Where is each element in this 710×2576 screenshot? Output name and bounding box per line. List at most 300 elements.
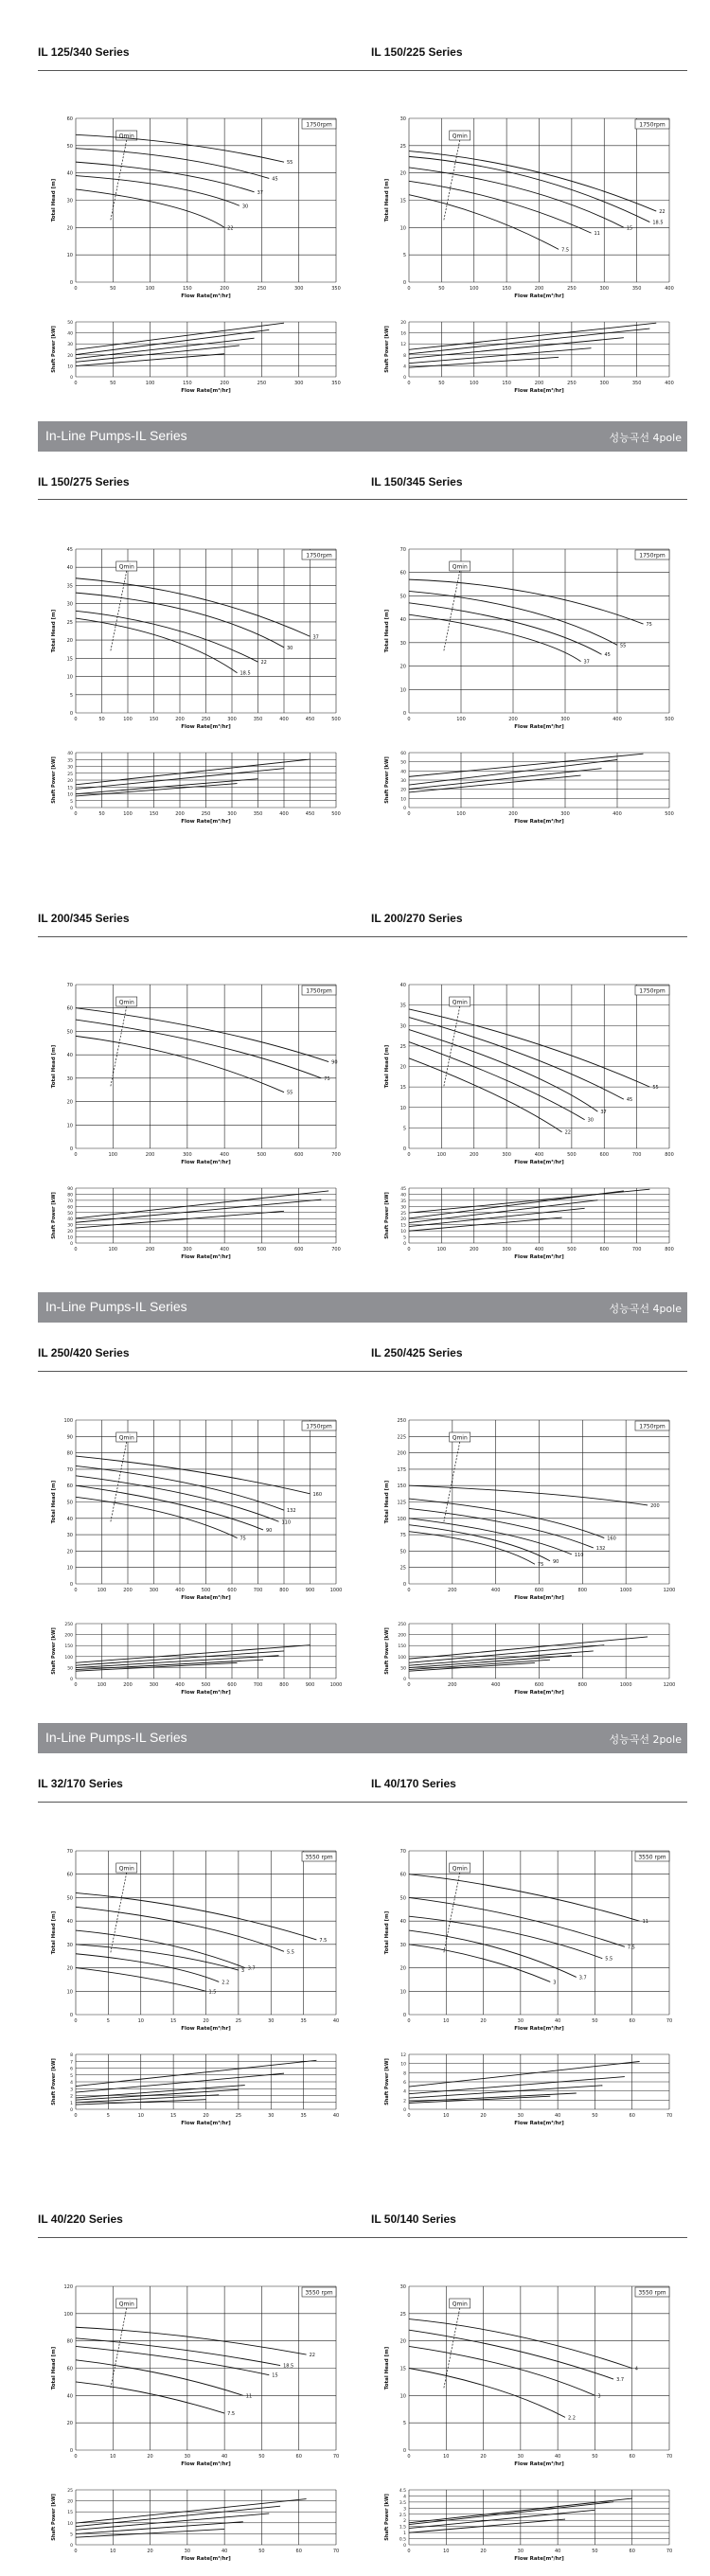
- section-title: IL 150/345 Series: [371, 475, 463, 489]
- y-tick-label: 10: [66, 1565, 73, 1572]
- curve-label: 160: [312, 1491, 323, 1498]
- power-tick-label: 200: [398, 1633, 406, 1639]
- speed-label: 1750rpm: [306, 121, 332, 129]
- power-tick-label: 4: [403, 2495, 406, 2500]
- x-tick-label: 0: [74, 1152, 78, 1158]
- y-tick-label: 30: [399, 2284, 406, 2290]
- head-curve: [76, 618, 238, 673]
- power-tick-label: 1.5: [399, 2525, 406, 2531]
- y-tick-label: 20: [66, 638, 73, 645]
- y-axis-label: Total Head [m]: [384, 1480, 390, 1524]
- y-tick-label: 30: [66, 1942, 73, 1948]
- y-tick-label: 10: [399, 1105, 406, 1111]
- y-tick-label: 45: [66, 547, 73, 553]
- x-tick-label: 100: [456, 717, 466, 722]
- power-tick-label: 25: [67, 2489, 73, 2494]
- x-tick-label: 200: [534, 286, 544, 292]
- x-tick-label: 0: [407, 2018, 411, 2024]
- y-tick-label: 30: [66, 198, 73, 204]
- head-curve: [409, 1519, 572, 1554]
- x-tick-label: 350: [631, 381, 642, 386]
- x-tick-label: 100: [469, 381, 479, 386]
- x-tick-label: 300: [227, 717, 237, 722]
- power-tick-label: 1: [70, 2101, 73, 2106]
- x-tick-label: 150: [183, 286, 192, 292]
- speed-label: 3550 rpm: [305, 2289, 333, 2297]
- x-tick-label: 150: [502, 286, 511, 292]
- power-tick-label: 3: [70, 2087, 73, 2093]
- x-axis-label: Flow Rate[m³/hr]: [181, 1254, 231, 1260]
- x-tick-label: 450: [305, 717, 315, 722]
- y-tick-label: 175: [397, 1466, 406, 1473]
- x-tick-label: 600: [227, 1682, 237, 1688]
- power-axis-label: Shaft Power [kW]: [384, 1192, 390, 1239]
- y-tick-label: 70: [66, 1849, 73, 1855]
- x-tick-label: 40: [221, 2454, 228, 2460]
- power-axis-label: Shaft Power [kW]: [51, 2058, 57, 2105]
- qmin-line: [444, 140, 460, 221]
- power-tick-label: 40: [400, 1193, 406, 1199]
- x-tick-label: 250: [201, 717, 211, 722]
- x-tick-label: 400: [665, 381, 674, 386]
- curve-label: 37: [312, 634, 319, 641]
- qmin-label: Qmin: [452, 2301, 468, 2308]
- x-tick-label: 70: [666, 2454, 673, 2460]
- y-tick-label: 30: [399, 116, 406, 122]
- power-tick-label: 0: [70, 2108, 73, 2113]
- y-tick-label: 50: [66, 1029, 73, 1036]
- y-tick-label: 25: [399, 2311, 406, 2318]
- performance-chart: [51, 114, 350, 402]
- y-tick-label: 60: [399, 570, 406, 577]
- x-tick-label: 300: [293, 381, 304, 386]
- x-tick-label: 150: [149, 811, 159, 817]
- section-title: IL 50/140 Series: [371, 2212, 456, 2226]
- x-tick-label: 40: [554, 2454, 561, 2460]
- x-tick-label: 0: [74, 717, 78, 722]
- x-tick-label: 350: [253, 811, 263, 817]
- x-tick-label: 10: [443, 2018, 450, 2024]
- x-tick-label: 200: [220, 381, 229, 386]
- speed-label: 1750rpm: [306, 1423, 332, 1430]
- y-tick-label: 30: [66, 1533, 73, 1539]
- power-curve: [76, 759, 311, 785]
- curve-label: 55: [620, 643, 627, 649]
- x-tick-label: 20: [147, 2549, 153, 2554]
- section-title: IL 250/425 Series: [371, 1346, 463, 1359]
- section-title: IL 125/340 Series: [38, 45, 130, 59]
- qmin-line: [444, 1442, 460, 1522]
- power-tick-label: 0: [70, 376, 73, 381]
- power-tick-label: 0: [70, 1678, 73, 1682]
- x-tick-label: 300: [599, 286, 610, 292]
- x-tick-label: 35: [300, 2113, 307, 2119]
- section-divider: [38, 70, 687, 71]
- x-tick-label: 0: [407, 2549, 411, 2554]
- x-tick-label: 400: [220, 1247, 229, 1252]
- x-tick-label: 200: [508, 717, 518, 722]
- power-curve: [409, 1189, 649, 1213]
- x-tick-label: 400: [665, 286, 674, 292]
- x-tick-label: 500: [201, 1682, 211, 1688]
- power-tick-label: 15: [400, 1223, 406, 1229]
- y-tick-label: 35: [399, 1003, 406, 1009]
- x-tick-label: 450: [305, 811, 315, 817]
- x-tick-label: 200: [469, 1247, 479, 1252]
- head-curve: [409, 2346, 595, 2395]
- power-tick-label: 0: [70, 2544, 73, 2549]
- x-tick-label: 400: [490, 1588, 501, 1593]
- power-tick-label: 16: [400, 331, 406, 337]
- x-tick-label: 600: [227, 1588, 237, 1593]
- head-curve: [409, 1009, 649, 1087]
- curve-label: 75: [324, 1075, 330, 1082]
- power-curve: [409, 2093, 577, 2102]
- y-tick-label: 40: [399, 617, 406, 624]
- y-tick-label: 70: [399, 547, 406, 553]
- section-title: IL 40/170 Series: [371, 1777, 456, 1790]
- y-tick-label: 50: [66, 143, 73, 150]
- x-tick-label: 800: [279, 1588, 289, 1593]
- curve-label: 90: [266, 1527, 273, 1534]
- power-tick-label: 0: [403, 1242, 406, 1247]
- y-tick-label: 40: [66, 1919, 73, 1926]
- x-tick-label: 0: [407, 717, 411, 722]
- x-tick-label: 500: [665, 717, 674, 722]
- power-tick-label: 20: [400, 788, 406, 793]
- x-tick-label: 40: [221, 2549, 228, 2554]
- curve-label: 55: [652, 1085, 659, 1092]
- power-axis-label: Shaft Power [kW]: [51, 1627, 57, 1675]
- x-axis-label: Flow Rate[m³/hr]: [514, 2556, 564, 2562]
- power-curve: [409, 1191, 624, 1218]
- y-tick-label: 30: [399, 1023, 406, 1030]
- curve-label: 3.7: [616, 2377, 625, 2384]
- power-curve: [409, 2096, 550, 2103]
- x-tick-label: 200: [145, 1152, 155, 1158]
- x-tick-label: 40: [554, 2113, 561, 2119]
- x-tick-label: 100: [456, 811, 466, 817]
- power-tick-label: 40: [67, 331, 73, 337]
- curve-label: 75: [240, 1536, 246, 1542]
- y-tick-label: 30: [399, 1942, 406, 1948]
- y-tick-label: 0: [69, 2013, 73, 2018]
- x-axis-label: Flow Rate[m³/hr]: [514, 2026, 564, 2032]
- x-tick-label: 500: [331, 717, 341, 722]
- x-tick-label: 0: [74, 2018, 78, 2024]
- curve-label: 7.5: [227, 2411, 236, 2418]
- x-tick-label: 100: [436, 1247, 447, 1252]
- head-curve: [76, 162, 255, 192]
- head-curve: [409, 151, 656, 211]
- power-tick-label: 4.5: [399, 2489, 406, 2494]
- y-tick-label: 0: [69, 1582, 73, 1588]
- head-curve: [76, 578, 311, 637]
- y-tick-label: 15: [399, 198, 406, 204]
- y-tick-label: 60: [66, 1872, 73, 1878]
- head-curve: [76, 1907, 284, 1951]
- head-curve: [409, 579, 644, 624]
- x-tick-label: 50: [592, 2113, 598, 2119]
- power-axis-label: Shaft Power [kW]: [384, 326, 390, 373]
- x-tick-label: 20: [480, 2549, 487, 2554]
- head-curve: [409, 2330, 613, 2379]
- x-tick-label: 70: [666, 2018, 673, 2024]
- x-tick-label: 50: [592, 2018, 598, 2024]
- curve-label: 75: [646, 622, 652, 629]
- qmin-label: Qmin: [118, 2301, 134, 2308]
- x-tick-label: 300: [183, 1152, 192, 1158]
- power-axis-label: Shaft Power [kW]: [51, 326, 57, 373]
- x-tick-label: 200: [123, 1682, 133, 1688]
- x-tick-label: 200: [175, 811, 185, 817]
- series-banner: [38, 421, 687, 452]
- y-tick-label: 90: [66, 1434, 73, 1441]
- x-tick-label: 0: [407, 2113, 411, 2119]
- x-axis-label: Flow Rate[m³/hr]: [514, 388, 564, 394]
- y-tick-label: 120: [63, 2284, 73, 2290]
- x-tick-label: 700: [631, 1152, 642, 1158]
- y-axis-label: Total Head [m]: [384, 609, 390, 653]
- y-tick-label: 20: [399, 2338, 406, 2345]
- y-tick-label: 200: [397, 1450, 406, 1457]
- curve-label: 1.5: [208, 1989, 217, 1996]
- x-tick-label: 0: [74, 2454, 78, 2460]
- qmin-label: Qmin: [118, 1434, 134, 1442]
- x-tick-label: 100: [145, 381, 155, 386]
- curve-label: 22: [564, 1129, 571, 1136]
- x-tick-label: 0: [407, 811, 411, 817]
- head-curve: [409, 168, 624, 227]
- x-axis-label: Flow Rate[m³/hr]: [181, 388, 231, 394]
- power-tick-label: 10: [67, 2521, 73, 2527]
- x-tick-label: 800: [577, 1682, 588, 1688]
- power-tick-label: 12: [400, 343, 406, 348]
- speed-label: 1750rpm: [639, 987, 666, 995]
- x-tick-label: 30: [268, 2113, 275, 2119]
- curve-label: 37: [600, 1110, 607, 1116]
- y-axis-label: Total Head [m]: [384, 178, 390, 222]
- head-curve: [409, 181, 592, 233]
- x-tick-label: 10: [110, 2549, 116, 2554]
- power-tick-label: 30: [67, 1223, 73, 1229]
- y-tick-label: 70: [66, 983, 73, 988]
- power-tick-label: 1: [403, 2532, 406, 2537]
- x-tick-label: 60: [629, 2549, 635, 2554]
- curve-label: 3: [240, 1968, 245, 1975]
- x-tick-label: 0: [74, 1682, 78, 1688]
- x-tick-label: 100: [97, 1682, 107, 1688]
- y-tick-label: 40: [66, 565, 73, 572]
- y-tick-label: 10: [399, 225, 406, 232]
- y-tick-label: 5: [402, 1126, 406, 1132]
- x-tick-label: 10: [443, 2454, 450, 2460]
- section-divider: [38, 1371, 687, 1372]
- x-axis-label: Flow Rate[m³/hr]: [181, 724, 231, 730]
- y-tick-label: 60: [66, 1005, 73, 1012]
- y-tick-label: 20: [399, 664, 406, 670]
- power-tick-label: 40: [67, 752, 73, 756]
- power-curve: [409, 329, 649, 354]
- y-tick-label: 40: [399, 1919, 406, 1926]
- power-tick-label: 150: [64, 1644, 73, 1650]
- power-tick-label: 8: [403, 2071, 406, 2077]
- x-tick-label: 50: [110, 381, 116, 386]
- x-tick-label: 0: [407, 2454, 411, 2460]
- power-tick-label: 50: [67, 1666, 73, 1672]
- y-tick-label: 0: [402, 711, 406, 717]
- power-tick-label: 10: [67, 792, 73, 798]
- speed-label: 3550 rpm: [305, 1854, 333, 1861]
- y-tick-label: 25: [399, 1565, 406, 1572]
- y-tick-label: 225: [397, 1434, 406, 1441]
- performance-chart: [51, 980, 350, 1269]
- head-curve: [76, 1485, 263, 1530]
- y-tick-label: 20: [66, 2421, 73, 2427]
- power-tick-label: 20: [400, 321, 406, 326]
- power-tick-label: 15: [67, 2511, 73, 2516]
- power-tick-label: 50: [400, 1666, 406, 1672]
- x-tick-label: 0: [74, 811, 78, 817]
- power-tick-label: 35: [400, 1199, 406, 1204]
- power-tick-label: 250: [64, 1623, 73, 1627]
- x-tick-label: 30: [268, 2018, 275, 2024]
- curve-label: 45: [272, 176, 278, 183]
- y-axis-label: Total Head [m]: [384, 1044, 390, 1089]
- y-tick-label: 70: [66, 1466, 73, 1473]
- x-tick-label: 0: [407, 1152, 411, 1158]
- power-tick-label: 30: [67, 343, 73, 348]
- power-tick-label: 40: [67, 1217, 73, 1223]
- x-tick-label: 150: [183, 381, 192, 386]
- power-tick-label: 100: [398, 1655, 406, 1661]
- head-curve: [76, 1456, 311, 1494]
- curve-label: 3.7: [578, 1975, 587, 1981]
- x-axis-label: Flow Rate[m³/hr]: [514, 2121, 564, 2126]
- power-tick-label: 0: [70, 1242, 73, 1247]
- x-tick-label: 500: [567, 1247, 577, 1252]
- head-curve: [76, 1892, 316, 1939]
- x-tick-label: 50: [592, 2549, 598, 2554]
- x-tick-label: 800: [665, 1152, 674, 1158]
- x-tick-label: 500: [665, 811, 674, 817]
- performance-chart: [384, 544, 683, 833]
- y-tick-label: 5: [402, 2421, 406, 2427]
- y-tick-label: 60: [66, 2366, 73, 2372]
- power-tick-label: 5: [70, 2532, 73, 2538]
- y-tick-label: 30: [66, 1075, 73, 1082]
- x-tick-label: 50: [98, 717, 105, 722]
- power-tick-label: 20: [67, 2499, 73, 2505]
- speed-label: 3550 rpm: [638, 2289, 666, 2297]
- y-tick-label: 20: [66, 1099, 73, 1106]
- curve-label: 2.2: [222, 1980, 230, 1986]
- x-tick-label: 400: [534, 1152, 544, 1158]
- curve-label: 45: [604, 652, 611, 659]
- curve-label: 132: [595, 1545, 606, 1552]
- power-tick-label: 30: [400, 779, 406, 784]
- x-tick-label: 1200: [663, 1588, 676, 1593]
- y-tick-label: 30: [66, 601, 73, 608]
- section-divider: [38, 936, 687, 937]
- curve-label: 160: [607, 1536, 616, 1542]
- x-axis-label: Flow Rate[m³/hr]: [181, 2026, 231, 2032]
- head-curve: [76, 134, 284, 162]
- power-tick-label: 0: [403, 2108, 406, 2113]
- x-tick-label: 15: [169, 2018, 177, 2024]
- y-tick-label: 30: [399, 640, 406, 647]
- x-tick-label: 500: [257, 1247, 267, 1252]
- power-curve: [76, 338, 255, 358]
- y-tick-label: 20: [66, 1549, 73, 1555]
- x-tick-label: 10: [443, 2549, 450, 2554]
- qmin-label: Qmin: [452, 1865, 468, 1873]
- y-tick-label: 70: [399, 1849, 406, 1855]
- y-tick-label: 75: [399, 1533, 406, 1539]
- x-tick-label: 1000: [619, 1682, 632, 1688]
- x-tick-label: 1200: [663, 1682, 676, 1688]
- x-tick-label: 35: [300, 2018, 307, 2024]
- x-tick-label: 50: [98, 811, 105, 817]
- power-tick-label: 35: [67, 758, 73, 764]
- y-tick-label: 60: [66, 116, 73, 122]
- x-axis-label: Flow Rate[m³/hr]: [514, 2461, 564, 2467]
- curve-label: 200: [650, 1502, 660, 1509]
- power-curve: [76, 2506, 280, 2526]
- y-tick-label: 10: [399, 1989, 406, 1996]
- power-curve: [409, 769, 602, 790]
- head-curve: [409, 1525, 550, 1561]
- x-tick-label: 300: [149, 1682, 159, 1688]
- x-tick-label: 100: [108, 1247, 118, 1252]
- y-axis-label: Total Head [m]: [51, 2346, 57, 2390]
- power-curve: [76, 1191, 328, 1218]
- y-tick-label: 50: [399, 1549, 406, 1555]
- y-tick-label: 80: [66, 2338, 73, 2345]
- x-tick-label: 70: [666, 2113, 673, 2119]
- curve-label: 37: [583, 659, 590, 666]
- x-tick-label: 700: [631, 1247, 642, 1252]
- curve-label: 30: [241, 204, 249, 210]
- power-curve: [76, 329, 269, 354]
- curve-label: 55: [287, 160, 293, 167]
- head-curve: [76, 1930, 245, 1968]
- x-axis-label: Flow Rate[m³/hr]: [514, 724, 564, 730]
- x-tick-label: 250: [567, 286, 577, 292]
- curve-label: 5.5: [287, 1949, 294, 1956]
- y-tick-label: 100: [63, 2311, 73, 2318]
- y-tick-label: 10: [399, 687, 406, 694]
- x-tick-label: 50: [438, 286, 445, 292]
- curve-label: 132: [287, 1508, 296, 1515]
- x-axis-label: Flow Rate[m³/hr]: [181, 1160, 231, 1165]
- x-tick-label: 700: [253, 1588, 263, 1593]
- curve-label: 15: [626, 225, 633, 232]
- power-tick-label: 20: [67, 1230, 73, 1235]
- x-tick-label: 600: [293, 1247, 304, 1252]
- power-axis-label: Shaft Power [kW]: [384, 2058, 390, 2105]
- power-tick-label: 2.5: [399, 2513, 406, 2518]
- x-tick-label: 70: [332, 2549, 340, 2554]
- y-tick-label: 15: [399, 2366, 406, 2372]
- x-tick-label: 300: [149, 1588, 159, 1593]
- x-tick-label: 30: [517, 2549, 524, 2554]
- power-tick-label: 15: [67, 786, 73, 791]
- x-tick-label: 0: [407, 1588, 411, 1593]
- y-tick-label: 80: [66, 1450, 73, 1457]
- x-tick-label: 5: [106, 2113, 110, 2119]
- x-tick-label: 300: [227, 811, 237, 817]
